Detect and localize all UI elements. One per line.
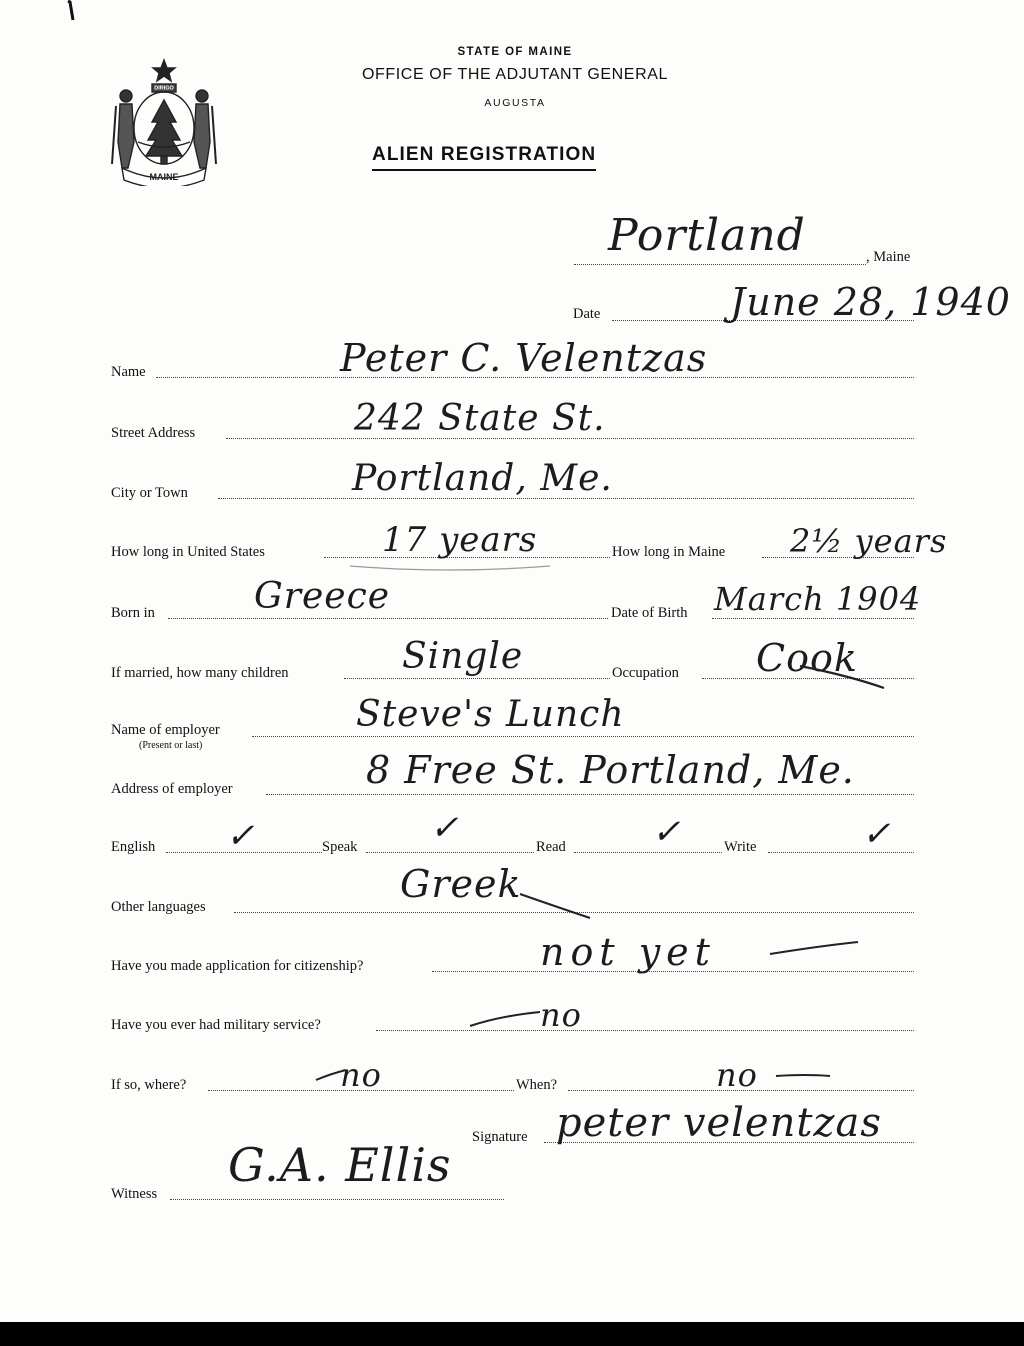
years-us-scribble-stroke xyxy=(350,566,550,570)
years-us-entry[interactable]: 17 years xyxy=(382,520,538,560)
name-label: Name xyxy=(111,364,146,380)
dob-line xyxy=(712,618,914,619)
years-maine-entry[interactable]: 2½ years xyxy=(790,522,948,560)
citizenship-entry[interactable]: not yet xyxy=(540,930,716,974)
city-label: City or Town xyxy=(111,485,188,501)
where-label: If so, where? xyxy=(111,1077,187,1093)
employer-label: Name of employer xyxy=(111,722,220,738)
when-label: When? xyxy=(516,1077,558,1093)
dob-label: Date of Birth xyxy=(611,605,688,621)
dob-entry[interactable]: March 1904 xyxy=(714,580,922,618)
state-heading: STATE OF MAINE xyxy=(457,46,573,58)
place-line xyxy=(574,264,866,265)
occupation-entry[interactable]: Cook xyxy=(756,636,858,680)
employer-entry[interactable]: Steve's Lunch xyxy=(356,694,625,735)
read-label: Read xyxy=(536,839,566,855)
place-suffix-label: , Maine xyxy=(866,249,911,265)
children-line xyxy=(344,678,610,679)
witness-entry[interactable]: G.A. Ellis xyxy=(228,1138,452,1192)
born-label: Born in xyxy=(111,605,155,621)
state-seal-icon xyxy=(108,56,220,186)
witness-label: Witness xyxy=(111,1186,158,1202)
corner-mark xyxy=(66,0,76,22)
date-label: Date xyxy=(573,306,601,322)
military-entry[interactable]: no xyxy=(540,996,582,1034)
office-heading: OFFICE OF THE ADJUTANT GENERAL xyxy=(361,66,669,83)
other-languages-label: Other languages xyxy=(111,899,206,915)
date-entry[interactable]: June 28, 1940 xyxy=(730,280,1011,324)
write-check[interactable]: ✓ xyxy=(862,814,892,854)
years-us-label: How long in United States xyxy=(111,544,265,560)
signature-entry[interactable]: peter velentzas xyxy=(556,1100,882,1146)
occupation-label: Occupation xyxy=(612,665,679,681)
other-languages-entry[interactable]: Greek xyxy=(400,862,522,906)
speak-label: Speak xyxy=(322,839,358,855)
children-label: If married, how many children xyxy=(111,665,289,681)
street-label: Street Address xyxy=(111,425,196,441)
seal-banner-text: MAINE xyxy=(149,172,179,182)
write-label: Write xyxy=(724,839,757,855)
when-trail-stroke xyxy=(776,1075,830,1076)
military-line xyxy=(376,1030,914,1031)
other-languages-line xyxy=(234,912,914,913)
citizenship-stroke xyxy=(770,942,858,954)
english-label: English xyxy=(111,839,156,855)
employer-sublabel: (Present or last) xyxy=(139,740,203,751)
greek-crossout-stroke xyxy=(520,894,590,918)
seal-motto-text: DIRIGO xyxy=(154,85,174,92)
military-label: Have you ever had military service? xyxy=(111,1017,321,1033)
city-heading: AUGUSTA xyxy=(484,97,546,109)
form-title: ALIEN REGISTRATION xyxy=(372,144,596,171)
employer-address-entry[interactable]: 8 Free St. Portland, Me. xyxy=(366,748,855,792)
english-check[interactable]: ✓ xyxy=(226,816,256,856)
read-check[interactable]: ✓ xyxy=(652,812,682,852)
employer-address-line xyxy=(266,794,914,795)
signature-label: Signature xyxy=(472,1129,528,1145)
speak-line xyxy=(366,852,534,853)
speak-check[interactable]: ✓ xyxy=(430,808,460,848)
write-line xyxy=(768,852,914,853)
years-maine-label: How long in Maine xyxy=(612,544,726,560)
when-entry[interactable]: no xyxy=(716,1056,758,1094)
employer-address-label: Address of employer xyxy=(111,781,233,797)
name-entry[interactable]: Peter C. Velentzas xyxy=(340,336,708,380)
read-line xyxy=(574,852,722,853)
where-entry[interactable]: no xyxy=(340,1056,382,1094)
military-lead-stroke xyxy=(470,1012,540,1026)
citizenship-label: Have you made application for citizenship? xyxy=(111,958,364,974)
witness-line xyxy=(170,1199,504,1200)
city-entry[interactable]: Portland, Me. xyxy=(352,458,613,499)
street-entry[interactable]: 242 State St. xyxy=(354,398,606,439)
employer-line xyxy=(252,736,914,737)
children-entry[interactable]: Single xyxy=(402,636,524,677)
place-entry[interactable]: Portland xyxy=(608,210,806,261)
born-entry[interactable]: Greece xyxy=(254,576,391,617)
born-line xyxy=(168,618,608,619)
